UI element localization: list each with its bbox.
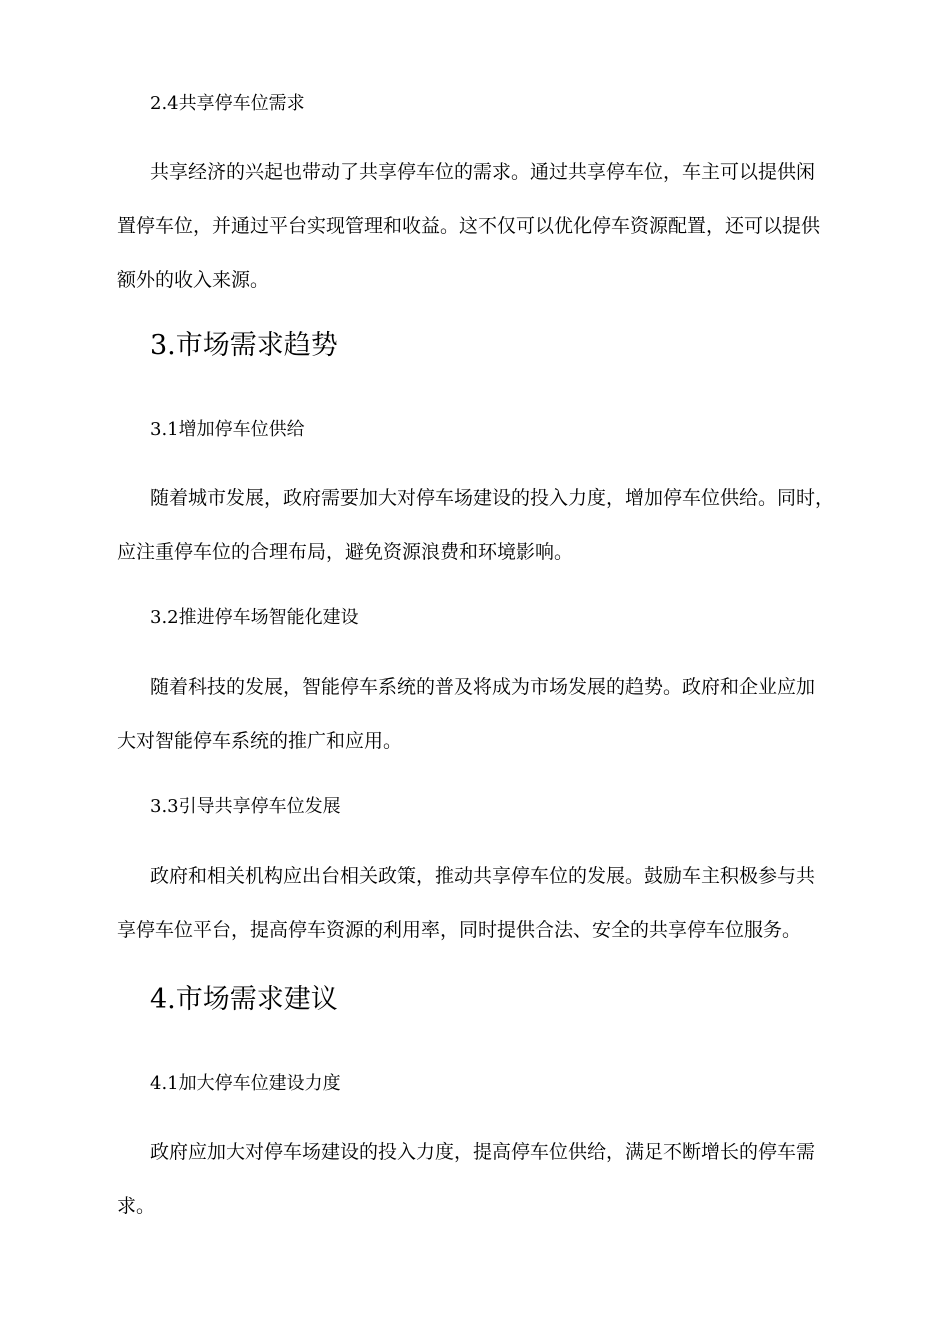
section-2-4-paragraph: [117, 145, 837, 307]
paragraph-line: 政府和相关机构应出台相关政策，推动共享停车位的发展。鼓励车主积极参与共: [150, 865, 816, 887]
paragraph-line: 应注重停车位的合理布局，避免资源浪费和环境影响。: [117, 541, 574, 563]
paragraph-line: 大对智能停车系统的推广和应用。: [117, 730, 403, 752]
section-3-2-title: 3.2推进停车场智能化建设: [150, 607, 359, 628]
paragraph-line: 共享经济的兴起也带动了共享停车位的需求。通过共享停车位，车主可以提供闲: [150, 161, 816, 183]
section-3-heading: 3.市场需求趋势: [150, 330, 338, 361]
section-3-3-paragraph: [117, 849, 837, 957]
section-3-2-paragraph: [117, 660, 837, 768]
paragraph-line: 置停车位，并通过平台实现管理和收益。这不仅可以优化停车资源配置，还可以提供: [117, 215, 821, 237]
paragraph-line: 额外的收入来源。: [117, 269, 270, 291]
section-3-3-title: 3.3引导共享停车位发展: [150, 796, 341, 817]
section-4-1-title: 4.1加大停车位建设力度: [150, 1073, 341, 1094]
section-4-1-paragraph: [117, 1125, 837, 1233]
paragraph-line: 求。: [117, 1195, 156, 1217]
paragraph-line: 政府应加大对停车场建设的投入力度，提高停车位供给，满足不断增长的停车需: [150, 1141, 816, 1163]
paragraph-line: 享停车位平台，提高停车资源的利用率，同时提供合法、安全的共享停车位服务。: [117, 919, 802, 941]
section-4-heading: 4.市场需求建议: [150, 984, 338, 1015]
paragraph-line: 随着科技的发展，智能停车系统的普及将成为市场发展的趋势。政府和企业应加: [150, 676, 816, 698]
section-3-1-title: 3.1增加停车位供给: [150, 419, 305, 440]
section-3-1-paragraph: [117, 471, 837, 579]
section-2-4-title: 2.4共享停车位需求: [150, 93, 305, 114]
paragraph-line: 随着城市发展，政府需要加大对停车场建设的投入力度，增加停车位供给。同时，: [150, 487, 835, 509]
